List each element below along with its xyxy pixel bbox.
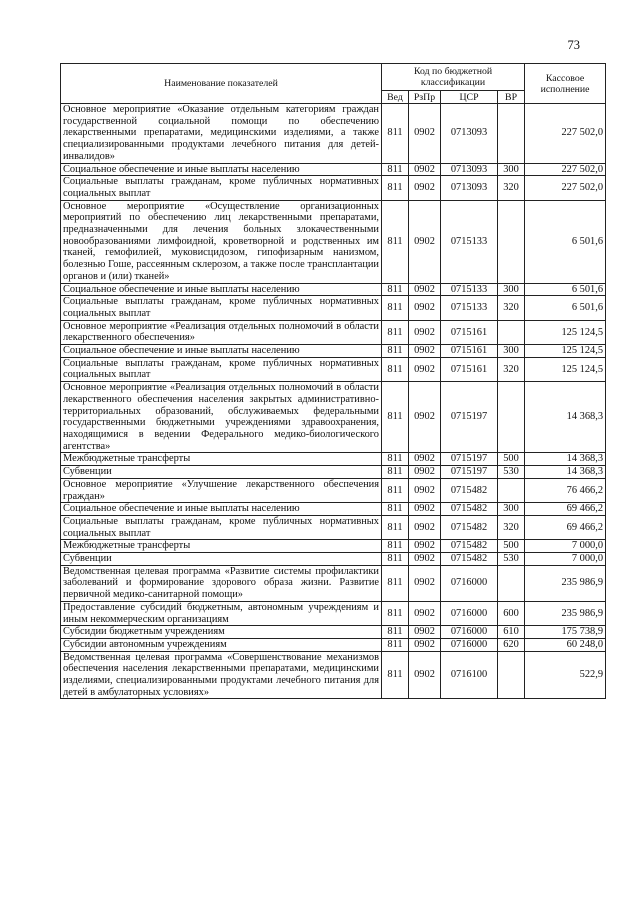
cell-amount: 235 986,9 xyxy=(525,601,606,625)
cell-ved: 811 xyxy=(382,503,409,516)
cell-name: Субсидии автономным учреждениям xyxy=(61,638,382,651)
cell-csr: 0716000 xyxy=(441,626,498,639)
cell-ved: 811 xyxy=(382,357,409,381)
cell-csr: 0713093 xyxy=(441,163,498,176)
cell-vr: 530 xyxy=(498,553,525,566)
header-name: Наименование показателей xyxy=(61,64,382,104)
budget-execution-table xyxy=(60,63,606,699)
cell-csr: 0715482 xyxy=(441,540,498,553)
table-row xyxy=(61,601,606,625)
cell-name: Ведомственная целевая программа «Совершенствование механизмов обеспечения населения лекарственными препаратами, медицинскими изделиями, специализированными продуктами лечебного питания для детей в амбулаторных условиях» xyxy=(61,651,382,699)
table-row xyxy=(61,503,606,516)
cell-vr xyxy=(498,478,525,502)
cell-rzpr: 0902 xyxy=(409,503,441,516)
cell-amount: 522,9 xyxy=(525,651,606,699)
cell-name: Социальное обеспечение и иные выплаты населению xyxy=(61,345,382,358)
cell-rzpr: 0902 xyxy=(409,176,441,200)
cell-csr: 0716000 xyxy=(441,565,498,601)
cell-name: Социальные выплаты гражданам, кроме публичных нормативных социальных выплат xyxy=(61,176,382,200)
cell-ved: 811 xyxy=(382,163,409,176)
cell-vr xyxy=(498,320,525,344)
table-row xyxy=(61,296,606,320)
cell-ved: 811 xyxy=(382,626,409,639)
cell-name: Субсидии бюджетным учреждениям xyxy=(61,626,382,639)
header-amount: Кассовое исполнение xyxy=(525,64,606,104)
cell-amount: 7 000,0 xyxy=(525,540,606,553)
table-row xyxy=(61,515,606,539)
cell-vr: 300 xyxy=(498,503,525,516)
cell-ved: 811 xyxy=(382,565,409,601)
cell-name: Основное мероприятие «Оказание отдельным категориям граждан государственной социальной помощи по обеспечению лекарственными препаратами, медицинскими изделиями, а также специализированными продуктами лечебного питания для детей-инвалидов» xyxy=(61,104,382,164)
cell-rzpr: 0902 xyxy=(409,626,441,639)
cell-csr: 0715197 xyxy=(441,382,498,453)
cell-ved: 811 xyxy=(382,466,409,479)
cell-csr: 0715482 xyxy=(441,478,498,502)
cell-ved: 811 xyxy=(382,515,409,539)
cell-amount: 125 124,5 xyxy=(525,345,606,358)
cell-name: Социальные выплаты гражданам, кроме публичных нормативных социальных выплат xyxy=(61,515,382,539)
cell-rzpr: 0902 xyxy=(409,553,441,566)
cell-amount: 6 501,6 xyxy=(525,296,606,320)
cell-ved: 811 xyxy=(382,382,409,453)
cell-csr: 0715482 xyxy=(441,515,498,539)
cell-rzpr: 0902 xyxy=(409,515,441,539)
cell-amount: 14 368,3 xyxy=(525,453,606,466)
cell-name: Социальное обеспечение и иные выплаты населению xyxy=(61,503,382,516)
cell-vr: 300 xyxy=(498,283,525,296)
cell-rzpr: 0902 xyxy=(409,296,441,320)
cell-amount: 76 466,2 xyxy=(525,478,606,502)
table-row xyxy=(61,478,606,502)
table-row xyxy=(61,104,606,164)
cell-vr: 610 xyxy=(498,626,525,639)
cell-vr: 500 xyxy=(498,540,525,553)
cell-rzpr: 0902 xyxy=(409,540,441,553)
header-code-group: Код по бюджетной классификации xyxy=(382,64,525,91)
cell-name: Социальное обеспечение и иные выплаты населению xyxy=(61,283,382,296)
cell-name: Предоставление субсидий бюджетным, автономным учреждениям и иным некоммерческим организациям xyxy=(61,601,382,625)
cell-name: Социальные выплаты гражданам, кроме публичных нормативных социальных выплат xyxy=(61,296,382,320)
table-row xyxy=(61,626,606,639)
cell-vr: 320 xyxy=(498,515,525,539)
cell-amount: 175 738,9 xyxy=(525,626,606,639)
cell-ved: 811 xyxy=(382,638,409,651)
cell-vr: 300 xyxy=(498,345,525,358)
table-row xyxy=(61,163,606,176)
cell-csr: 0716000 xyxy=(441,638,498,651)
cell-vr xyxy=(498,382,525,453)
cell-csr: 0715161 xyxy=(441,345,498,358)
header-rzpr: РзПр xyxy=(409,91,441,104)
cell-ved: 811 xyxy=(382,176,409,200)
cell-csr: 0715161 xyxy=(441,357,498,381)
cell-rzpr: 0902 xyxy=(409,453,441,466)
cell-name: Межбюджетные трансферты xyxy=(61,453,382,466)
table-row xyxy=(61,382,606,453)
cell-csr: 0716000 xyxy=(441,601,498,625)
cell-amount: 235 986,9 xyxy=(525,565,606,601)
cell-rzpr: 0902 xyxy=(409,200,441,283)
cell-rzpr: 0902 xyxy=(409,104,441,164)
cell-csr: 0715482 xyxy=(441,553,498,566)
table-row xyxy=(61,565,606,601)
cell-csr: 0715197 xyxy=(441,466,498,479)
cell-vr: 320 xyxy=(498,296,525,320)
table-row xyxy=(61,453,606,466)
cell-vr: 500 xyxy=(498,453,525,466)
cell-rzpr: 0902 xyxy=(409,601,441,625)
table-row xyxy=(61,553,606,566)
cell-csr: 0715133 xyxy=(441,200,498,283)
cell-vr xyxy=(498,565,525,601)
cell-amount: 69 466,2 xyxy=(525,503,606,516)
cell-name: Субвенции xyxy=(61,553,382,566)
cell-vr: 530 xyxy=(498,466,525,479)
cell-ved: 811 xyxy=(382,651,409,699)
cell-name: Основное мероприятие «Реализация отдельных полномочий в области лекарственного обеспечения» xyxy=(61,320,382,344)
cell-rzpr: 0902 xyxy=(409,565,441,601)
cell-vr: 600 xyxy=(498,601,525,625)
cell-amount: 227 502,0 xyxy=(525,163,606,176)
cell-name: Основное мероприятие «Реализация отдельных полномочий в области лекарственного обеспечения населения закрытых административно-территориальных образований, обслуживаемых федеральными государственными бюджетными учреждениями здравоохранения, находящимися в ведении Федерального медико-биологического агентства» xyxy=(61,382,382,453)
cell-ved: 811 xyxy=(382,345,409,358)
cell-vr xyxy=(498,651,525,699)
cell-csr: 0713093 xyxy=(441,176,498,200)
cell-ved: 811 xyxy=(382,296,409,320)
cell-name: Ведомственная целевая программа «Развитие системы профилактики заболеваний и формирование здорового образа жизни. Развитие первичной медико-санитарной помощи» xyxy=(61,565,382,601)
table-row xyxy=(61,540,606,553)
cell-ved: 811 xyxy=(382,540,409,553)
table-row xyxy=(61,651,606,699)
cell-csr: 0715197 xyxy=(441,453,498,466)
cell-rzpr: 0902 xyxy=(409,466,441,479)
cell-amount: 125 124,5 xyxy=(525,357,606,381)
cell-rzpr: 0902 xyxy=(409,320,441,344)
cell-name: Межбюджетные трансферты xyxy=(61,540,382,553)
table-row xyxy=(61,638,606,651)
cell-vr: 300 xyxy=(498,163,525,176)
page-number: 73 xyxy=(567,38,580,52)
header-vr: ВР xyxy=(498,91,525,104)
cell-rzpr: 0902 xyxy=(409,357,441,381)
cell-amount: 60 248,0 xyxy=(525,638,606,651)
cell-ved: 811 xyxy=(382,453,409,466)
cell-csr: 0715482 xyxy=(441,503,498,516)
cell-vr: 320 xyxy=(498,176,525,200)
cell-ved: 811 xyxy=(382,601,409,625)
cell-csr: 0715161 xyxy=(441,320,498,344)
table-row xyxy=(61,283,606,296)
cell-amount: 14 368,3 xyxy=(525,466,606,479)
cell-ved: 811 xyxy=(382,478,409,502)
cell-vr: 620 xyxy=(498,638,525,651)
cell-vr: 320 xyxy=(498,357,525,381)
cell-rzpr: 0902 xyxy=(409,638,441,651)
cell-csr: 0715133 xyxy=(441,296,498,320)
cell-amount: 125 124,5 xyxy=(525,320,606,344)
cell-amount: 14 368,3 xyxy=(525,382,606,453)
table-row xyxy=(61,320,606,344)
cell-ved: 811 xyxy=(382,200,409,283)
cell-rzpr: 0902 xyxy=(409,345,441,358)
cell-amount: 227 502,0 xyxy=(525,176,606,200)
cell-ved: 811 xyxy=(382,553,409,566)
cell-name: Субвенции xyxy=(61,466,382,479)
table-row xyxy=(61,176,606,200)
table-row xyxy=(61,200,606,283)
cell-amount: 227 502,0 xyxy=(525,104,606,164)
cell-amount: 7 000,0 xyxy=(525,553,606,566)
header-csr: ЦСР xyxy=(441,91,498,104)
cell-rzpr: 0902 xyxy=(409,478,441,502)
cell-name: Социальные выплаты гражданам, кроме публичных нормативных социальных выплат xyxy=(61,357,382,381)
cell-rzpr: 0902 xyxy=(409,163,441,176)
cell-csr: 0713093 xyxy=(441,104,498,164)
table-row xyxy=(61,466,606,479)
table-row xyxy=(61,345,606,358)
cell-csr: 0716100 xyxy=(441,651,498,699)
header-ved: Вед xyxy=(382,91,409,104)
table-body xyxy=(61,104,606,699)
cell-name: Основное мероприятие «Улучшение лекарственного обеспечения граждан» xyxy=(61,478,382,502)
cell-name: Основное мероприятие «Осуществление организационных мероприятий по обеспечению лиц лекарственными препаратами, предназначенными для лечения больных злокачественными новообразованиями лимфоидной, кроветворной и родственных им тканей, гемофилией, муковисцидозом, гипофизарным нанизмом, болезнью Гоше, рассеянным склерозом, а также после трансплантации органов и (или) тканей» xyxy=(61,200,382,283)
cell-rzpr: 0902 xyxy=(409,283,441,296)
cell-rzpr: 0902 xyxy=(409,651,441,699)
table-row xyxy=(61,357,606,381)
cell-csr: 0715133 xyxy=(441,283,498,296)
cell-name: Социальное обеспечение и иные выплаты населению xyxy=(61,163,382,176)
cell-amount: 6 501,6 xyxy=(525,200,606,283)
cell-ved: 811 xyxy=(382,104,409,164)
cell-rzpr: 0902 xyxy=(409,382,441,453)
cell-amount: 6 501,6 xyxy=(525,283,606,296)
cell-vr xyxy=(498,104,525,164)
cell-vr xyxy=(498,200,525,283)
cell-ved: 811 xyxy=(382,320,409,344)
cell-amount: 69 466,2 xyxy=(525,515,606,539)
cell-ved: 811 xyxy=(382,283,409,296)
